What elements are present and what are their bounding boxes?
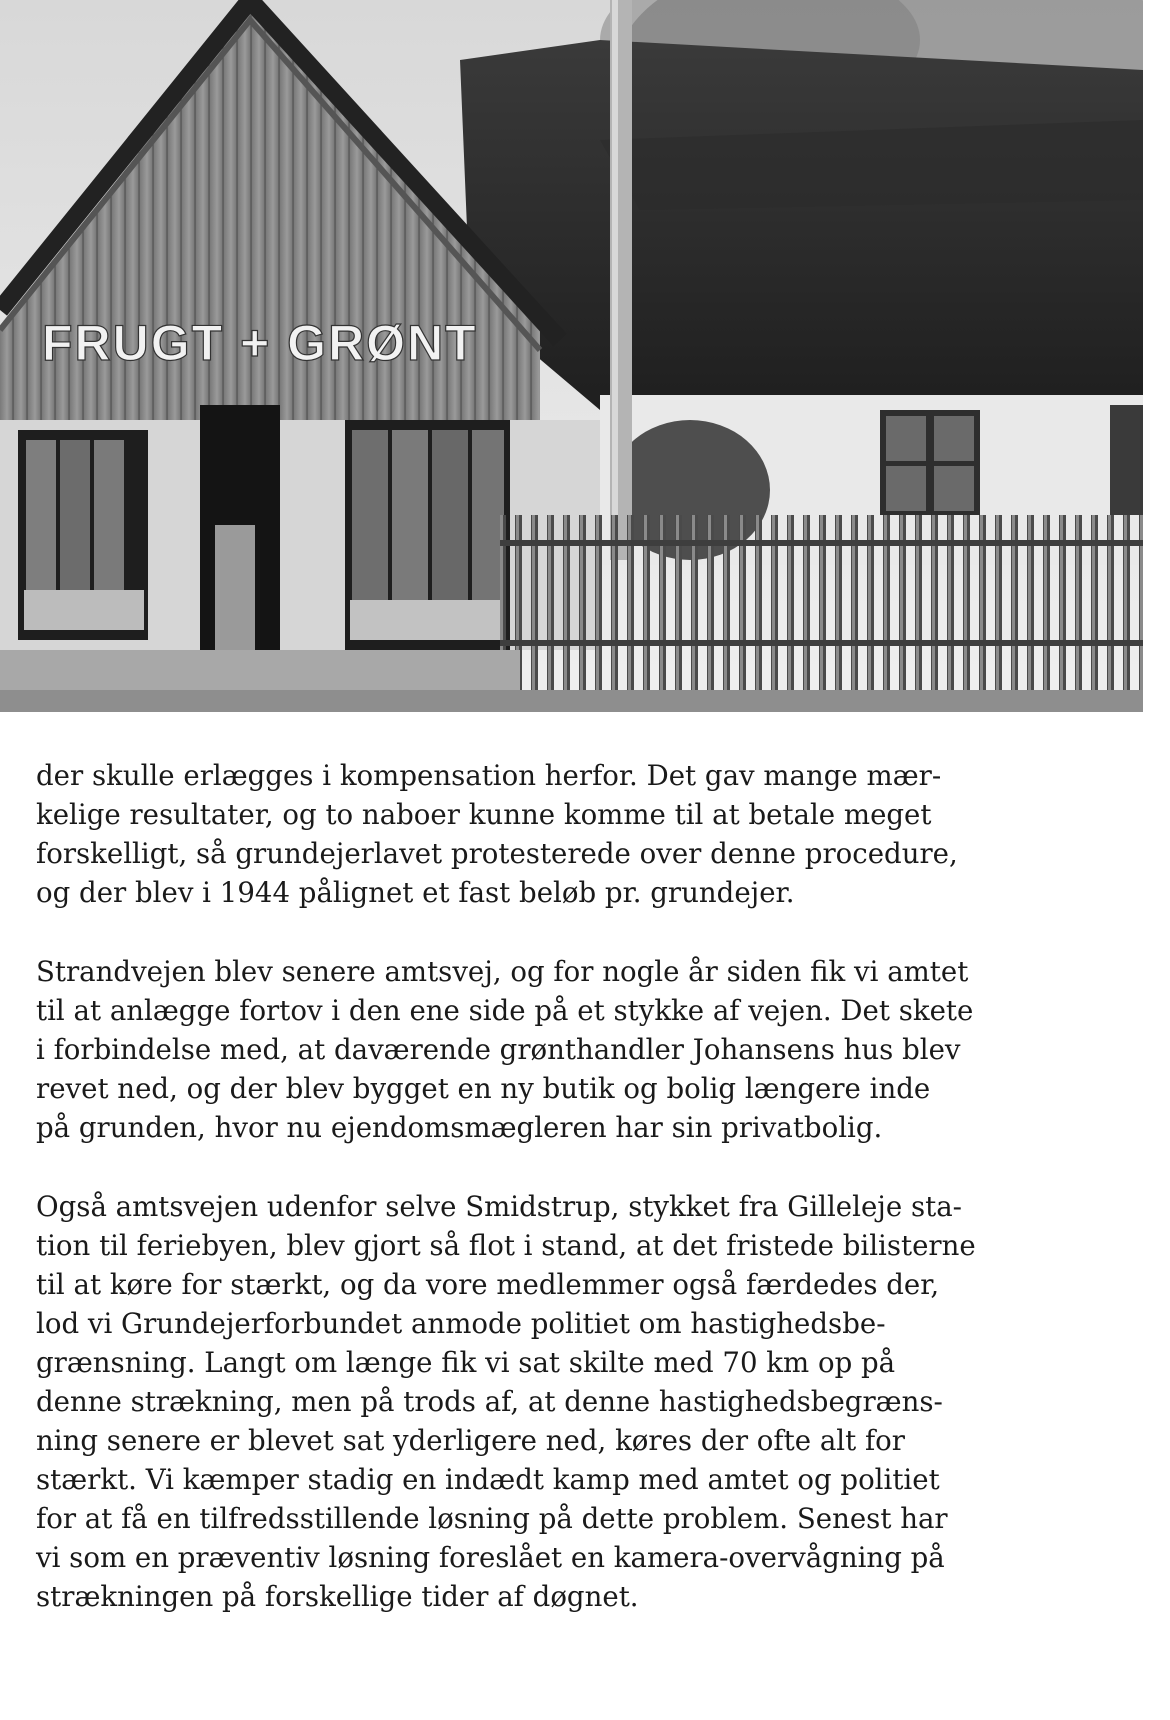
shop-sign-text: FRUGT + GRØNT — [42, 315, 478, 371]
body-text — [36, 756, 1036, 1656]
paragraph-3: Også amtsvejen udenfor selve Smidstrup, stykket fra Gilleleje sta- tion til feriebyen, blev gjort så flot i stand, at det fristede bilisterne til at køre for stærkt, og da vore medlemmer også færdedes der, lod vi Grundejerforbundet anmode politiet om hastighedsbe- grænsning. Langt om længe fik vi sat skilte med 70 km op på denne strækning, men på trods af, at denne hastighedsbegræns- ning senere er blevet sat yderligere ned, køres der ofte alt for stærkt. Vi kæmper stadig en indædt kamp med amtet og politiet for at få en tilfredsstillende løsning på dette problem. Senest har vi som en præventiv løsning foreslået en kamera-overvågning på strækningen på forskellige tider af døgnet. — [36, 1190, 976, 1613]
paragraph-1: der skulle erlægges i kompensation herfor. Det gav mange mær- kelige resultater, og to naboer kunne komme til at betale meget forskelligt, så grundejerlavet protesterede over denne procedure, og der blev i 1944 pålignet et fast beløb pr. grundejer. — [36, 759, 958, 909]
shop-photo — [0, 0, 1143, 712]
shop-photo-drawing — [0, 0, 1143, 712]
paragraph-2: Strandvejen blev senere amtsvej, og for nogle år siden fik vi amtet til at anlægge fortov i den ene side på et stykke af vejen. Det skete i forbindelse med, at daværende grønthandler Johansens hus blev revet ned, og der blev bygget en ny butik og bolig længere inde på grunden, hvor nu ejendomsmægleren har sin privatbolig. — [36, 955, 974, 1144]
